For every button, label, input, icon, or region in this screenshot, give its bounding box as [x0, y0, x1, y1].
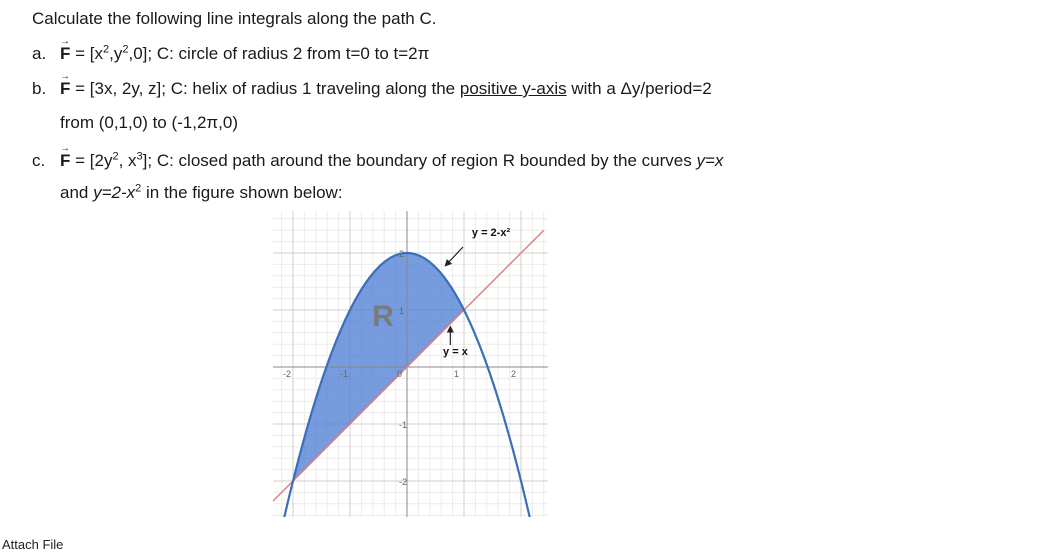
item-c-continuation [60, 182, 1032, 204]
item-c-text-2: , x [118, 151, 137, 170]
item-c-cont-text-2: in the figure shown below: [141, 183, 343, 202]
item-c-text-1: = [2y [70, 151, 113, 170]
positive-y-axis-link[interactable]: positive y-axis [459, 79, 567, 98]
item-c-eq-1: y=x [696, 151, 724, 170]
x-tick-label: 0 [397, 369, 403, 379]
y-tick-label: -2 [399, 477, 408, 487]
y-tick-label: 2 [399, 249, 405, 259]
item-c [32, 150, 1032, 204]
x-tick-label: -1 [340, 369, 349, 379]
vector-f: → F [60, 78, 70, 100]
parabola-label-arrow [447, 247, 463, 264]
problem-intro: Calculate the following line integrals along the path C. [32, 9, 437, 28]
item-b [32, 78, 1032, 134]
item-a-body [60, 43, 1032, 65]
item-c-cont-text-1: and [60, 183, 94, 202]
item-b-text-2: with a Δy/period=2 [566, 79, 712, 98]
item-a-text-2: ,y [109, 44, 123, 63]
item-c-sup-2: 3 [136, 150, 143, 163]
item-b-letter: b. [32, 79, 47, 98]
region-r-label: R [372, 299, 394, 333]
item-a-sup-2: 2 [122, 43, 129, 56]
item-c-sup-1: 2 [112, 150, 119, 163]
problem-statement [32, 8, 1032, 204]
line-label: y = x [443, 346, 468, 358]
item-c-body [60, 150, 1032, 172]
item-a-letter: a. [32, 44, 47, 63]
vector-f: → F [60, 43, 70, 65]
item-c-cont-eq: y=2-x [93, 183, 136, 202]
x-tick-label: -2 [283, 369, 292, 379]
region-figure [273, 211, 548, 517]
parabola-label: y = 2-x² [471, 227, 511, 239]
item-b-continuation: from (0,1,0) to (-1,2π,0) [60, 113, 239, 132]
item-a-sup-1: 2 [103, 43, 110, 56]
x-tick-label: 1 [454, 369, 460, 379]
vector-f: → F [60, 150, 70, 172]
item-a [32, 43, 1032, 65]
item-c-text-3: ]; C: closed path around the boundary of region R bounded by the curves [142, 151, 697, 170]
item-b-body [60, 78, 1032, 100]
item-a-text-3: ,0]; C: circle of radius 2 from t=0 to t=2π [128, 44, 430, 63]
figure-svg [273, 211, 548, 517]
attach-file-link[interactable]: Attach File [2, 537, 64, 552]
y-tick-label: 1 [399, 306, 405, 316]
item-a-text-1: = [x [70, 44, 103, 63]
y-tick-label: -1 [399, 420, 408, 430]
item-c-cont-sup: 2 [135, 182, 142, 195]
x-tick-label: 2 [511, 369, 517, 379]
item-c-letter: c. [32, 151, 46, 170]
item-b-text-1: = [3x, 2y, z]; C: helix of radius 1 traveling along the [70, 79, 460, 98]
